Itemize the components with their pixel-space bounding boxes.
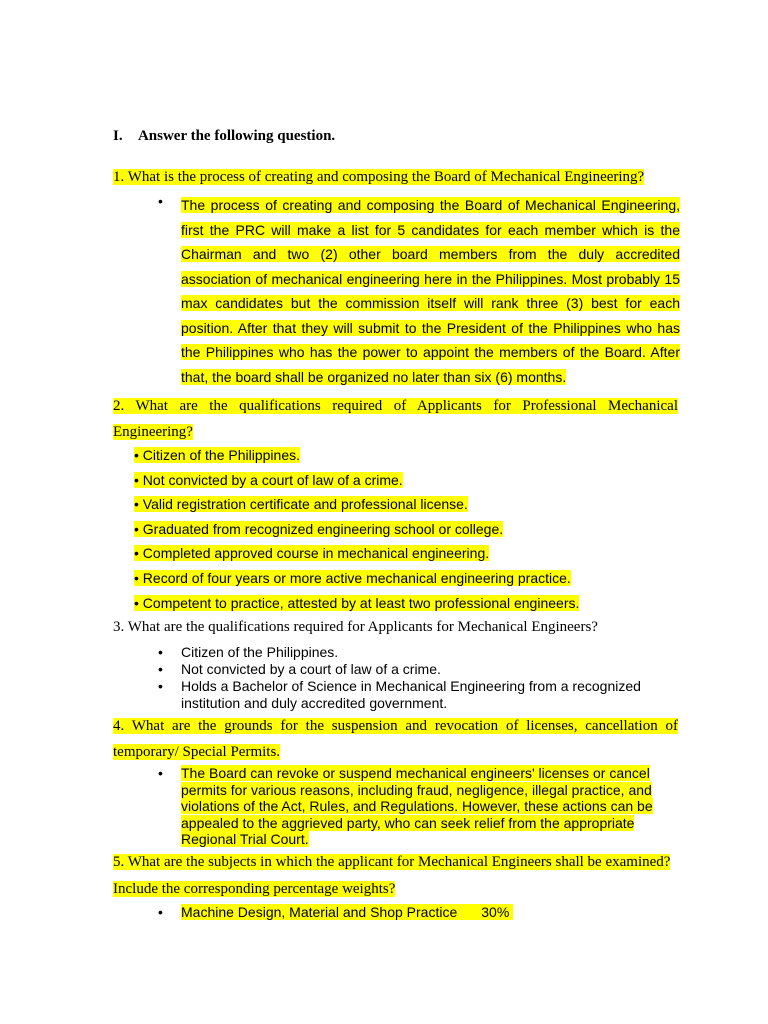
list-item: • Competent to practice, attested by at least two professional engineers. <box>134 594 580 611</box>
list-item: • Graduated from recognized engineering school or college. <box>134 520 504 537</box>
subject-weight: 30% <box>481 904 510 920</box>
bullet-icon: • <box>158 193 163 209</box>
answer-1 <box>158 193 680 389</box>
question-5-line-1: 5. What are the subjects in which the applicant for Mechanical Engineers shall be examined? <box>113 854 671 870</box>
question-3-text: 3. What are the qualifications required for Applicants for Mechanical Engineers? <box>113 619 598 635</box>
question-5-line-2: Include the corresponding percentage weights? <box>113 881 396 897</box>
bullet-icon: • <box>158 765 163 781</box>
question-2 <box>113 393 678 445</box>
list-item: • Record of four years or more active mechanical engineering practice. <box>134 569 571 586</box>
question-5 <box>113 849 683 903</box>
list-item: • Not convicted by a court of law of a crime. <box>134 471 403 488</box>
answer-4-text: The Board can revoke or suspend mechanical engineers' licenses or cancel permits for various reasons, including fraud, negligence, illegal practice, and violations of the Act, Rules, and Regulations. However, these actions can be appealed to the aggrieved party, who can seek relief from the appropriate Regional Trial Court. <box>181 765 653 847</box>
question-1-text: 1. What is the process of creating and composing the Board of Mechanical Engineering? <box>113 169 645 185</box>
list-item: • Citizen of the Philippines. <box>134 447 300 463</box>
subject-name: Machine Design, Material and Shop Practice <box>181 904 458 920</box>
bullet-icon: • <box>158 678 163 694</box>
list-item: • Valid registration certificate and professional license. <box>134 496 468 513</box>
section-title: Answer the following question. <box>137 128 336 144</box>
list-item: • Citizen of the Philippines. <box>158 644 339 660</box>
question-2-line-2: Engineering? <box>113 424 193 440</box>
section-number: I. <box>113 128 123 144</box>
question-4-line-2: temporary/ Special Permits. <box>113 744 281 760</box>
question-4-line-1: 4. What are the grounds for the suspension and revocation of licenses, cancellation of <box>113 718 678 734</box>
list-item: • Holds a Bachelor of Science in Mechanical Engineering from a recognized institution and duly accredited government. <box>158 678 641 711</box>
section-heading <box>113 128 335 145</box>
list-item: • Not convicted by a court of law of a crime. <box>158 661 441 677</box>
bullet-icon: • <box>158 661 163 677</box>
question-2-line-1: 2. What are the qualifications required of Applicants for Professional Mechanical <box>113 398 678 414</box>
answer-2-list <box>134 443 579 615</box>
list-item <box>181 904 513 920</box>
question-3 <box>113 619 598 636</box>
question-1 <box>113 169 644 186</box>
list-item: • Completed approved course in mechanical engineering. <box>134 545 490 562</box>
answer-1-text: The process of creating and composing the Board of Mechanical Engineering, first the PRC will make a list for 5 candidates for each member which is the Chairman and two (2) other board members from the duly accredited association of mechanical engineering here in the Philippines. Most probably 15 max candidates but the commission itself will rank three (3) best for each position. After that they will submit to the President of the Philippines who has the Philippines who has the power to appoint the members of the Board. After that, the board shall be organized no later than six (6) months. <box>181 197 680 385</box>
bullet-icon: • <box>158 644 163 660</box>
answer-4 <box>158 765 680 848</box>
answer-3-list <box>158 644 680 712</box>
bullet-icon: • <box>158 904 163 920</box>
question-4 <box>113 713 678 765</box>
answer-5-list <box>158 904 680 920</box>
